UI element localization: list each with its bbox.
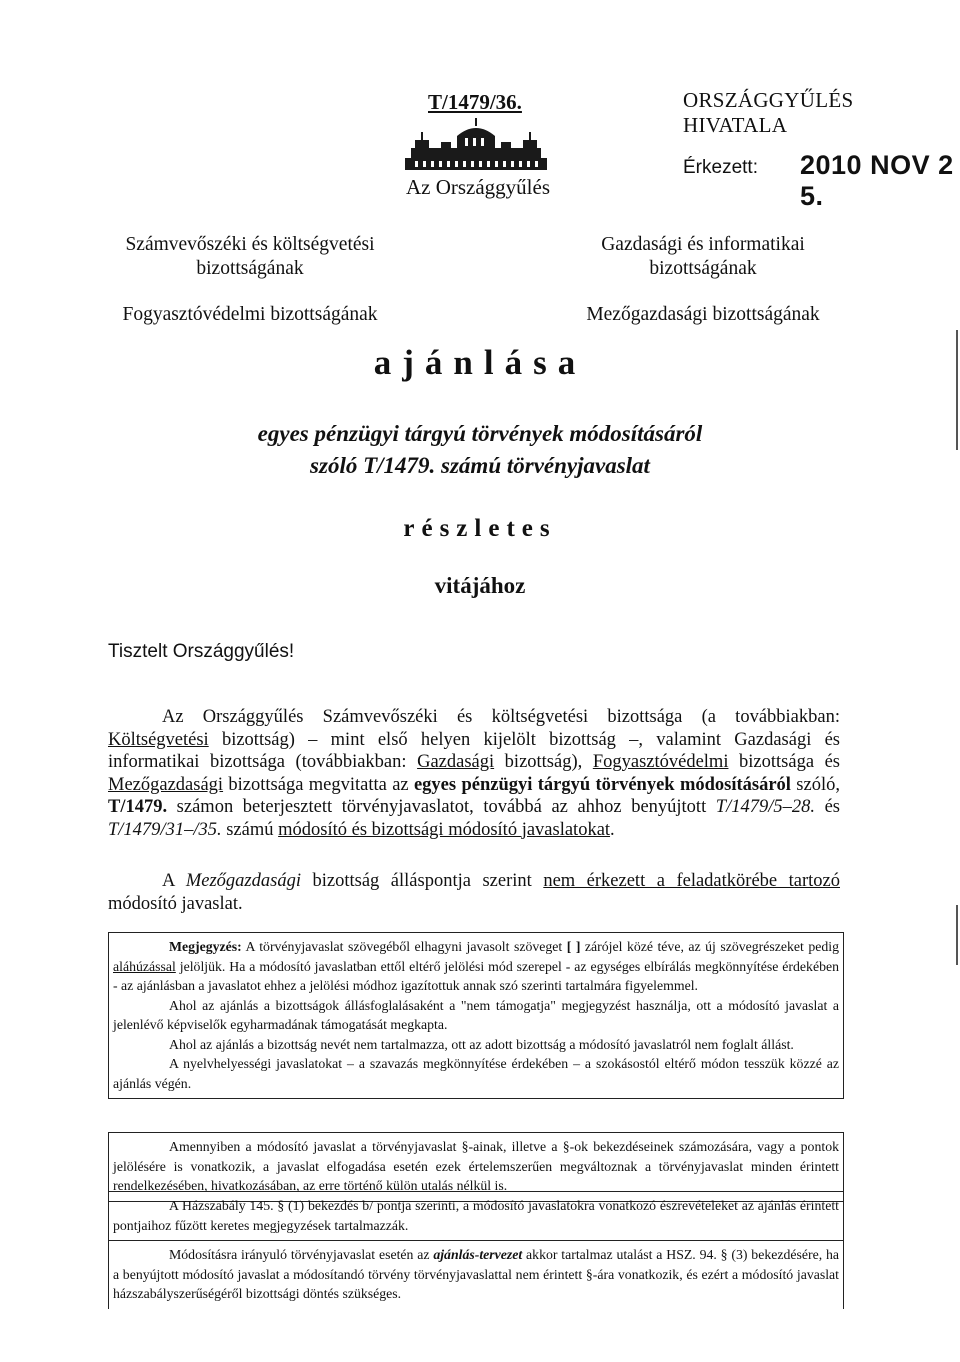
underlined-term: aláhúzással	[113, 958, 176, 974]
text: bizottsága és	[728, 752, 840, 772]
received-label: Érkezett:	[683, 157, 758, 178]
intro-paragraph	[108, 706, 840, 841]
office-stamp: ORSZÁGGYŰLÉS HIVATALA	[683, 88, 854, 137]
underlined-term: nem érkezett a feladatkörébe tartozó	[543, 871, 840, 891]
note-paragraph: Ahol az ajánlás a bizottságok állásfoglalásaként a "nem támogatja" megjegyzést használja, ott a módosító javaslat a jelenlévő képviselők egyharmadának támogatását megkapta.	[113, 997, 839, 1032]
text: zárójel közé téve, az új szövegrészeket pedig	[580, 939, 840, 954]
committee-name: Mezőgazdasági	[185, 871, 301, 891]
sender: Az Országgyűlés	[405, 175, 551, 199]
committee-agriculture: Mezőgazdasági bizottságának	[586, 304, 820, 325]
text: Módosításra irányuló törvényjavaslat esetén az	[169, 1247, 434, 1262]
underlined-term: Fogyasztóvédelmi	[592, 752, 729, 772]
text: bizottság álláspontja szerint	[300, 871, 544, 891]
text: bizottság),	[494, 752, 593, 772]
text: számú	[221, 819, 279, 840]
amendment-range: T/1479/5–28.	[715, 797, 815, 817]
committee-budget: Számvevőszéki és költségvetési bizottságának	[125, 234, 375, 279]
text: bizottság) – mint első helyen kijelölt bizottság –, valamint Gazdasági és informatikai bizottsága (továbbiakban:	[108, 729, 840, 772]
underlined-term: módosító és bizottsági módosító javaslatokat	[278, 819, 611, 840]
document-title: ajánlása	[373, 343, 587, 382]
text: jelöljük. Ha a módosító javaslatban ettől eltérő jelölési mód szerepel - az egységes elbírálás megkönnyítése érdekében - az ajánlásban a javaslatot ehhez a jelölési módhoz igazítottuk annak szó szerinti tartalmára figyelemmel.	[113, 958, 839, 993]
text: és	[815, 797, 840, 817]
note-label: Megjegyzés:	[169, 939, 242, 954]
note-paragraph: A nyelvhelyességi javaslatokat – a szavazás megkönnyítése érdekében – a szokásostól eltérő módon tesszük közzé az ajánlás végén.	[113, 1056, 839, 1091]
text: módosító javaslat.	[108, 893, 243, 914]
bill-number: T/1479.	[108, 797, 168, 817]
text: számon beterjesztett törvényjavaslatot, továbbá az ahhoz benyújtott	[167, 797, 716, 817]
amendment-range: T/1479/31–/35.	[108, 819, 222, 840]
text: Az Országgyűlés Számvevőszéki és költségvetési bizottsága (a továbbiakban:	[162, 707, 840, 727]
agriculture-paragraph	[108, 870, 840, 915]
note-paragraph: Ahol az ajánlás a bizottság nevét nem tartalmazza, ott az adott bizottság a módosító javaslatról nem foglalt állást.	[169, 1036, 794, 1052]
debate-heading: vitájához	[434, 573, 526, 598]
note-box-amendment	[108, 1240, 844, 1309]
note-box-marking	[108, 932, 844, 1099]
parliament-building-icon	[405, 118, 547, 172]
subject	[200, 418, 760, 482]
note-box-rules	[108, 1191, 844, 1241]
text: bizottsága megvitatta az	[223, 774, 414, 795]
bracket-symbol: [ ]	[566, 939, 581, 954]
text: .	[610, 819, 615, 840]
text: szóló,	[790, 774, 840, 795]
committee-consumer: Fogyasztóvédelmi bizottságának	[122, 304, 378, 325]
note-paragraph: Amennyiben a módosító javaslat a törvényjavaslat §-ainak, illetve a §-ok bekezdéseinek számozására, vagy a pontok jelölésére is vonatkozik, a javaslat elfogadása esetén ezek értelemszerűen megváltoznak a törvényjavaslat minden érintett rendelkezésében, hivatkozásában, az erre történő külön utalás nélkül is.	[113, 1139, 839, 1193]
received-date-stamp: 2010 NOV 2 5.	[800, 150, 954, 211]
text: akkor tartalmaz utalást a HSZ. 94. § (3) bekezdésére, ha a benyújtott módosító javaslat a módosítandó törvény törvényjavaslattal nem érintett §-ára vonatkozik, és ezért a módosító javaslat házszabályszerűségéről bizottsági döntés szükséges.	[113, 1247, 839, 1301]
text: A törvényjavaslat szövegéből elhagyni javasolt szöveget	[241, 939, 567, 954]
underlined-term: Mezőgazdasági	[108, 774, 224, 795]
underlined-term: Költségvetési	[108, 729, 209, 750]
document-reference: T/1479/36.	[428, 90, 522, 114]
text: A	[162, 871, 186, 891]
scan-edge-line	[956, 905, 958, 965]
detailed-heading: részletes	[403, 515, 557, 542]
underlined-term: Gazdasági	[417, 752, 495, 772]
scan-edge-line	[956, 330, 958, 450]
subject-line-1: egyes pénzügyi tárgyú törvények módosításáról	[257, 421, 703, 446]
committee-economic: Gazdasági és informatikai bizottságának	[601, 234, 805, 279]
note-paragraph: A Házszabály 145. § (1) bekezdés b/ pontja szerinti, a módosító javaslatokra vonatkozó észrevételeket az ajánlás érintett pontjaihoz fűzött keretes megjegyzések tartalmazzák.	[113, 1198, 839, 1233]
salutation: Tisztelt Országgyűlés!	[108, 641, 295, 662]
bill-title: egyes pénzügyi tárgyú törvények módosításáról	[413, 774, 791, 795]
subject-line-2: szóló T/1479. számú törvényjavaslat	[310, 453, 650, 478]
draft-term: ajánlás-tervezet	[433, 1247, 523, 1262]
